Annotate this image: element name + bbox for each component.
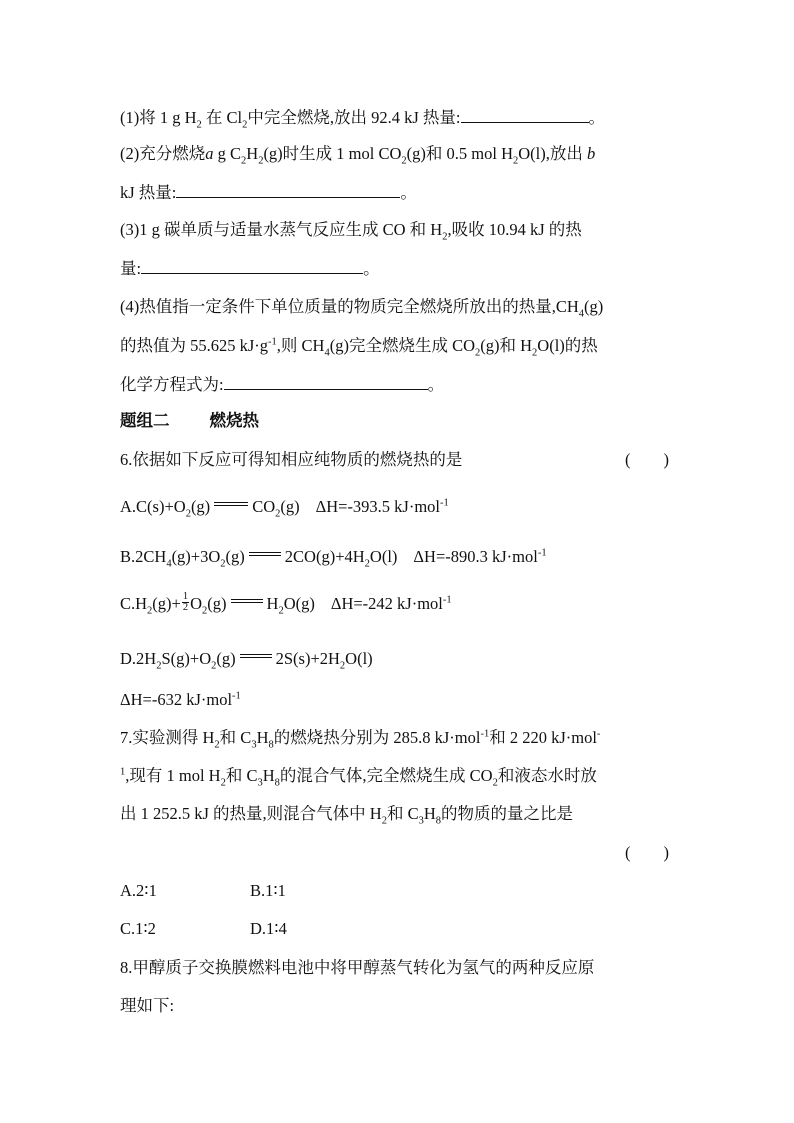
question-7-answer-paren[interactable]: ( ): [625, 843, 669, 862]
option-6d-enthalpy: ΔH=-632 kJ·mol$^{-1}$: [120, 690, 241, 709]
option-7c[interactable]: C.1∶2: [120, 919, 156, 938]
question-7-line-2: $^1$,现有 1 mol $H_2$和 $C_3H_8$的混合气体,完全燃烧生成 $CO_2$和液态水时放: [120, 766, 597, 789]
question-6-stem: 6.依据如下反应可得知相应纯物质的燃烧热的是: [120, 450, 463, 469]
equals-arrow-icon: [231, 599, 263, 605]
question-8-line-1: 8.甲醇质子交换膜燃料电池中将甲醇蒸气转化为氢气的两种反应原: [120, 958, 595, 977]
question-4-line-1: (4)热值指一定条件下单位质量的物质完全燃烧所放出的热量$,CH_4(g)$: [120, 297, 604, 320]
section-heading: 题组二 燃烧热: [120, 411, 259, 430]
question-1-line: (1)将 1 g $H_2$ 在 $Cl_2$中完全燃烧,放出 92.4 kJ 热量: 。: [120, 108, 606, 131]
question-7-line-1: 7.实验测得 $H_2$和 $C_3H_8$的燃烧热分别为 285.8 kJ·mol$^{-1}$和 2 220 kJ·mol-: [120, 728, 601, 751]
option-6a[interactable]: $A.C(s)+O_2(g)$ $CO_2(g)$ ΔH=-393.5 kJ·mol$^{-1}$: [120, 497, 449, 520]
question-8-line-2: 理如下:: [120, 996, 175, 1015]
equals-arrow-icon: [214, 502, 248, 508]
option-7b[interactable]: B.1∶1: [250, 881, 286, 900]
equals-arrow-icon: [240, 654, 272, 660]
answer-blank-1[interactable]: [461, 106, 589, 123]
option-7d[interactable]: D.1∶4: [250, 919, 287, 938]
answer-blank-2[interactable]: [176, 181, 400, 198]
option-6d[interactable]: $D.2H_2S(g)+O_2(g)$ $2S(s)+2H_2O(l)$: [120, 649, 373, 672]
option-6c[interactable]: $C.H_2(g)+$ $\frac{1}{2}$ $O_2(g)$ $H_2O(g)$ ΔH=-242 kJ·mol$^{-1}$: [120, 590, 452, 617]
question-2-line-2: kJ 热量: 。: [120, 183, 417, 202]
option-7a[interactable]: A.2∶1: [120, 881, 157, 900]
question-4-line-2: 的热值为 55.625 $kJ\cdot g^{-1}$,则 $CH_4(g)$完全燃烧生成 $CO_2(g)$和 $H_2O(l)$的热: [120, 336, 598, 359]
question-4-line-3: 化学方程式为: 。: [120, 375, 445, 394]
equals-arrow-icon: [249, 552, 281, 558]
question-3-line-2: 量: 。: [120, 259, 380, 278]
fraction-one-half: $\frac{1}{2}$: [182, 590, 189, 613]
question-3-line-1: (3)1 g 碳单质与适量水蒸气反应生成 CO 和 $H_2$,吸收 10.94 kJ 的热: [120, 220, 582, 243]
option-6b[interactable]: $B.2CH_4(g)+3O_2(g)$ $2CO(g)+4H_2O(l)$ ΔH=-890.3 kJ·mol$^{-1}$: [120, 547, 547, 570]
question-7-line-3: 出 1 252.5 kJ 的热量,则混合气体中 $H_2$和 $C_3H_8$的物质的量之比是: [120, 804, 574, 827]
answer-blank-4[interactable]: [224, 373, 428, 390]
question-6-answer-paren[interactable]: ( ): [625, 450, 669, 469]
answer-blank-3[interactable]: [141, 257, 363, 274]
question-2-line-1: (2)充分燃烧a g $C_2H_2(g)$时生成 1 mol $CO_2(g)$和 0.5 mol $H_2O(l)$,放出 b: [120, 144, 596, 167]
